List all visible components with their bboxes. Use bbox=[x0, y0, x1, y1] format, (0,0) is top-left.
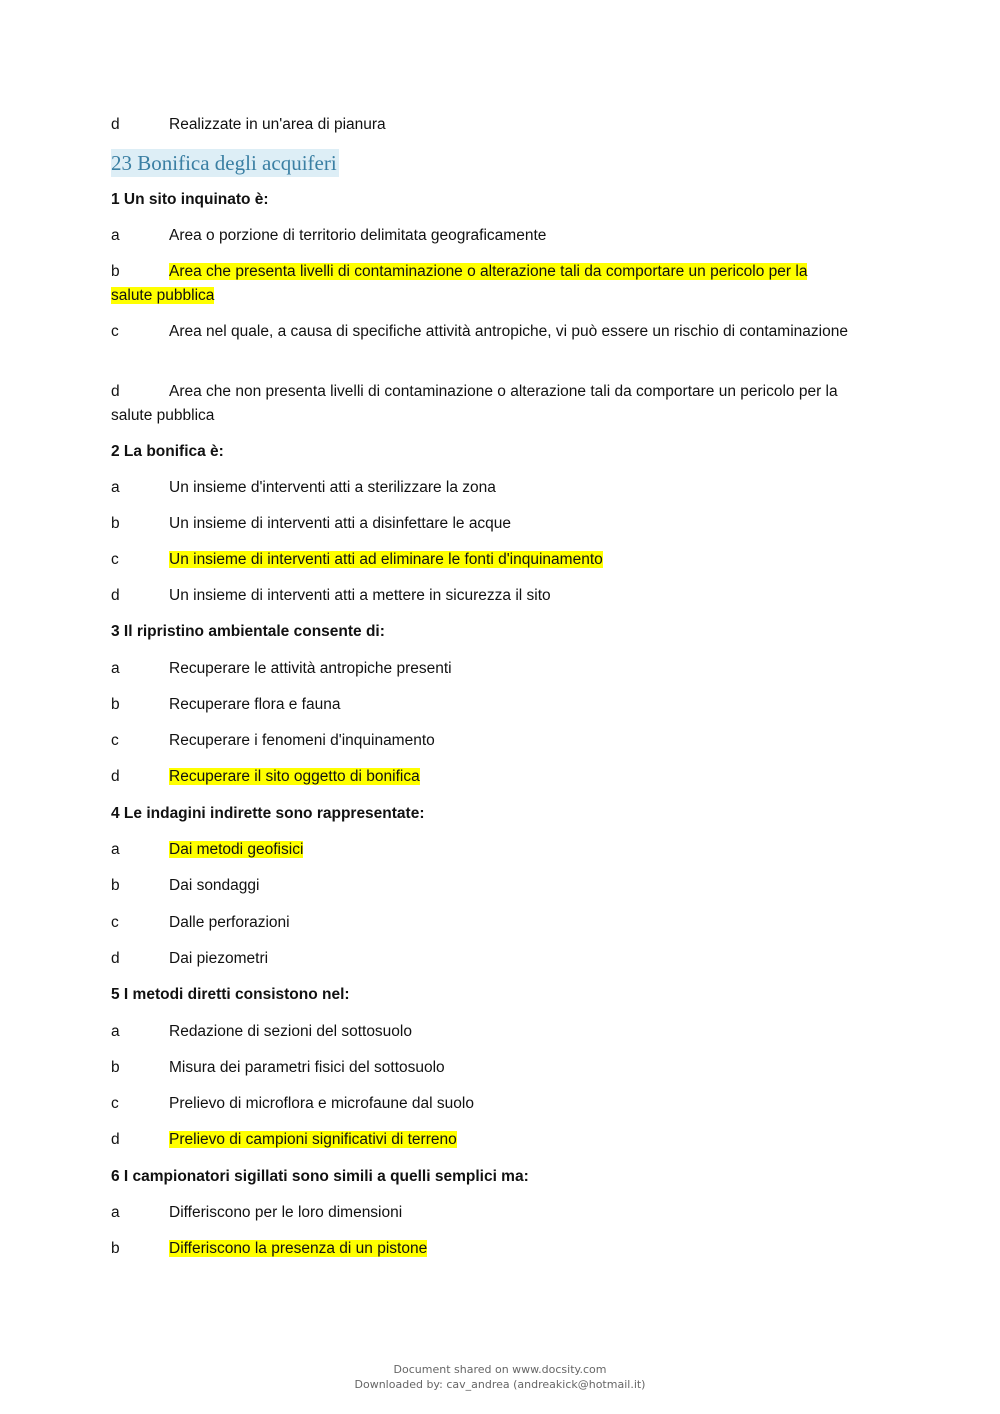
option-letter: d bbox=[111, 1131, 120, 1148]
option-line bbox=[111, 1020, 891, 1044]
question-6: 6 I campionatori sigillati sono simili a quelli semplici ma: bbox=[111, 1168, 529, 1185]
question-5: 5 I metodi diretti consistono nel: bbox=[111, 986, 350, 1003]
option-text: Recuperare flora e fauna bbox=[169, 696, 341, 713]
question-2: 2 La bonifica è: bbox=[111, 443, 224, 460]
option-text: Dalle perforazioni bbox=[169, 914, 290, 931]
option-line bbox=[111, 113, 891, 137]
correct-answer-text: Recuperare il sito oggetto di bonifica bbox=[169, 768, 420, 785]
option-letter: d bbox=[111, 383, 120, 400]
option-line bbox=[111, 512, 891, 536]
option-line bbox=[111, 911, 891, 935]
option-letter: c bbox=[111, 551, 119, 568]
option-line bbox=[111, 838, 891, 862]
option-letter: b bbox=[111, 877, 120, 894]
option-text: Recuperare i fenomeni d'inquinamento bbox=[169, 732, 435, 749]
option-text: Realizzate in un'area di pianura bbox=[169, 116, 386, 133]
correct-answer-text: Area che presenta livelli di contaminazione o alterazione tali da comportare un pericolo per la bbox=[169, 263, 808, 280]
option-line bbox=[111, 1092, 891, 1116]
option-line bbox=[111, 584, 891, 608]
option-letter: b bbox=[111, 1059, 120, 1076]
option-line-continued bbox=[111, 404, 891, 428]
option-line bbox=[111, 729, 891, 753]
option-text: Un insieme d'interventi atti a sterilizzare la zona bbox=[169, 479, 496, 496]
option-text-continued: salute pubblica bbox=[111, 407, 215, 424]
option-text: Area che non presenta livelli di contaminazione o alterazione tali da comportare un pericolo per la bbox=[169, 383, 838, 400]
option-letter: b bbox=[111, 263, 120, 280]
option-line bbox=[111, 874, 891, 898]
option-line-continued bbox=[111, 284, 891, 308]
footer-shared-line: Document shared on www.docsity.com bbox=[393, 1363, 607, 1376]
option-text: Area o porzione di territorio delimitata geograficamente bbox=[169, 227, 547, 244]
option-line bbox=[111, 380, 891, 404]
option-letter: d bbox=[111, 768, 120, 785]
option-letter: a bbox=[111, 1023, 120, 1040]
question-4: 4 Le indagini indirette sono rappresentate: bbox=[111, 805, 425, 822]
option-line bbox=[111, 260, 891, 284]
option-line bbox=[111, 320, 891, 344]
option-letter: a bbox=[111, 660, 120, 677]
correct-answer-text-continued: salute pubblica bbox=[111, 287, 215, 304]
option-letter: c bbox=[111, 914, 119, 931]
option-letter: a bbox=[111, 841, 120, 858]
option-text: Dai piezometri bbox=[169, 950, 269, 967]
option-text: Recuperare le attività antropiche presenti bbox=[169, 660, 452, 677]
option-text: Un insieme di interventi atti a disinfettare le acque bbox=[169, 515, 512, 532]
option-line bbox=[111, 1201, 891, 1225]
question-3: 3 Il ripristino ambientale consente di: bbox=[111, 623, 385, 640]
option-letter: b bbox=[111, 515, 120, 532]
option-text: Differiscono per le loro dimensioni bbox=[169, 1204, 403, 1221]
correct-answer-text: Un insieme di interventi atti ad eliminare le fonti d'inquinamento bbox=[169, 551, 603, 568]
option-letter: c bbox=[111, 323, 119, 340]
option-letter: b bbox=[111, 1240, 120, 1257]
option-letter: a bbox=[111, 479, 120, 496]
option-letter: a bbox=[111, 227, 120, 244]
option-line bbox=[111, 657, 891, 681]
option-line bbox=[111, 1128, 891, 1152]
option-letter: d bbox=[111, 950, 120, 967]
option-line bbox=[111, 947, 891, 971]
footer-downloaded-line: Downloaded by: cav_andrea (andreakick@hotmail.it) bbox=[354, 1378, 646, 1391]
option-letter: a bbox=[111, 1204, 120, 1221]
correct-answer-text: Differiscono la presenza di un pistone bbox=[169, 1240, 428, 1257]
correct-answer-text: Dai metodi geofisici bbox=[169, 841, 304, 858]
option-text: Dai sondaggi bbox=[169, 877, 260, 894]
option-line bbox=[111, 1056, 891, 1080]
option-line bbox=[111, 476, 891, 500]
option-line bbox=[111, 548, 891, 572]
option-line bbox=[111, 224, 891, 248]
correct-answer-text: Prelievo di campioni significativi di terreno bbox=[169, 1131, 457, 1148]
option-letter: d bbox=[111, 587, 120, 604]
option-letter: c bbox=[111, 732, 119, 749]
option-text: Area nel quale, a causa di specifiche attività antropiche, vi può essere un rischio di contaminazione bbox=[169, 323, 848, 340]
option-letter: d bbox=[111, 116, 120, 133]
option-letter: b bbox=[111, 696, 120, 713]
option-text: Redazione di sezioni del sottosuolo bbox=[169, 1023, 412, 1040]
option-line bbox=[111, 765, 891, 789]
option-line bbox=[111, 1237, 891, 1261]
question-1: 1 Un sito inquinato è: bbox=[111, 191, 269, 208]
option-text: Un insieme di interventi atti a mettere in sicurezza il sito bbox=[169, 587, 551, 604]
option-text: Misura dei parametri fisici del sottosuolo bbox=[169, 1059, 445, 1076]
section-title: 23 Bonifica degli acquiferi bbox=[111, 151, 337, 175]
option-letter: c bbox=[111, 1095, 119, 1112]
option-line bbox=[111, 693, 891, 717]
option-text: Prelievo di microflora e microfaune dal suolo bbox=[169, 1095, 474, 1112]
